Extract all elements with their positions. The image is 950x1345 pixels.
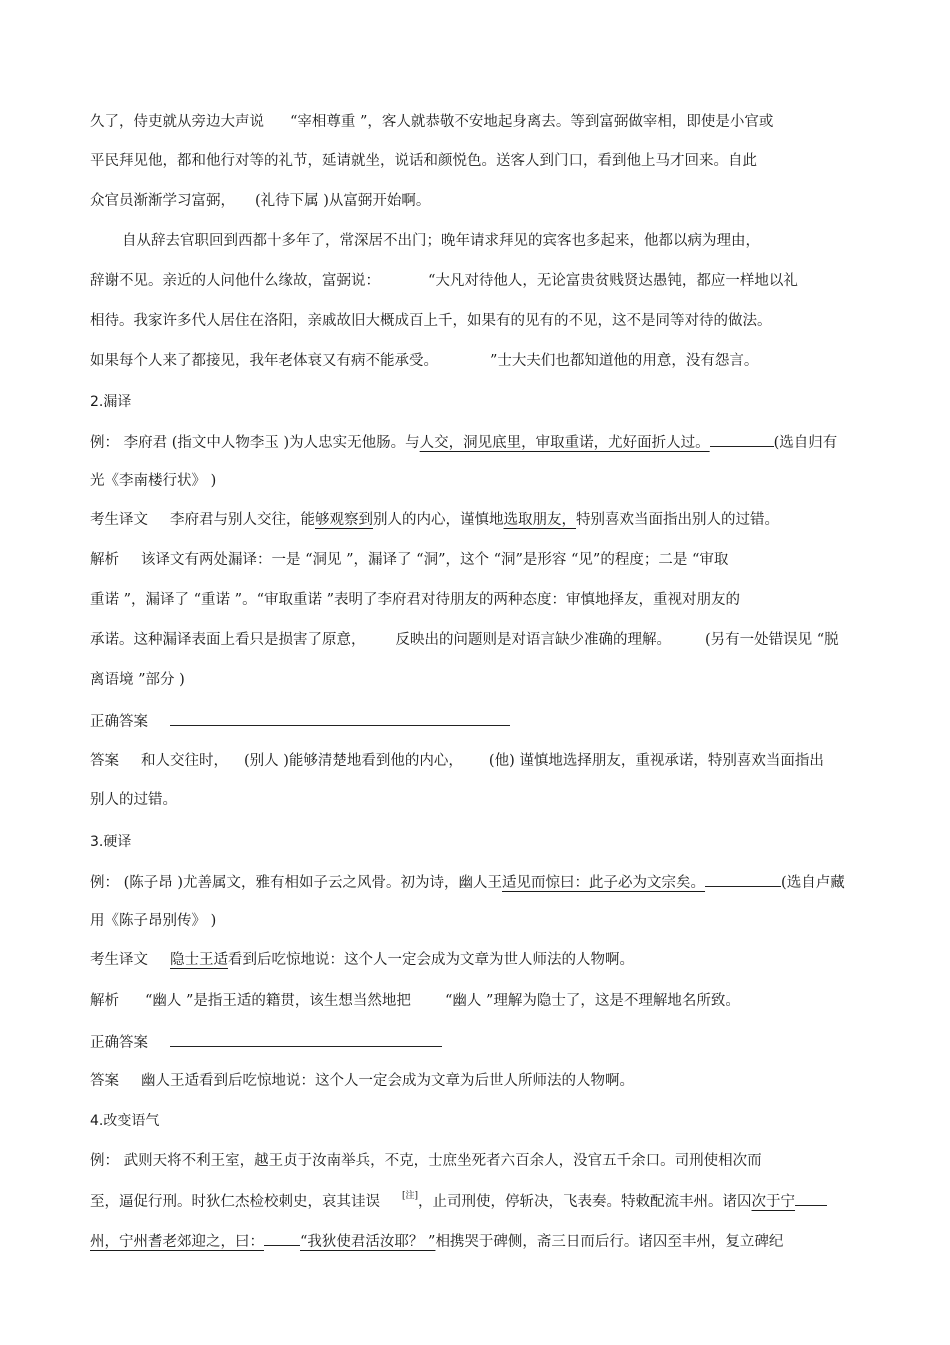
text-segment: “幽人 ”是指王适的籍贯，该生想当然地把 <box>145 993 411 1009</box>
text-segment: (选自归有 <box>773 435 838 451</box>
underline-blank <box>795 1190 827 1206</box>
label: 答案 <box>90 753 119 769</box>
text-segment: 相待。我家许多代人居住在洛阳，亲戚故旧大概成百上千，如果有的见有的不见，这不是同等对待的做法。 <box>90 313 772 329</box>
text-segment: 相携哭于碑侧，斋三日而后行。诸囚至丰州，复立碑纪 <box>435 1234 784 1250</box>
label: 正确答案 <box>90 714 148 730</box>
example-line <box>90 471 216 491</box>
answer-blank[interactable] <box>170 710 510 726</box>
underlined-phrase: 适见而惊曰：此子必为文宗矣。 <box>502 875 706 891</box>
text-segment: “大凡对待他人，无论富贵贫贱贤达愚钝，都应一样地以礼 <box>428 273 798 289</box>
label: 考生译文 <box>90 952 148 968</box>
underlined-phrase: “我狄使君活汝耶？ ” <box>300 1234 436 1250</box>
section-heading: 4.改变语气 <box>90 1113 160 1129</box>
text-segment: (礼待下属 )从富弼开始啊。 <box>255 193 431 209</box>
correct-answer-line <box>90 710 510 732</box>
answer-line <box>90 790 177 810</box>
text-segment: 例： 李府君 (指文中人物李玉 )为人忠实无他肠。与 <box>90 435 420 451</box>
text-segment: 和人交往时， <box>141 753 228 769</box>
underlined-phrase: 次于宁 <box>751 1194 796 1210</box>
section-heading: 2.漏译 <box>90 394 132 410</box>
text-segment: 众官员渐渐学习富弼， <box>90 193 235 209</box>
correct-answer-line <box>90 1031 442 1053</box>
paragraph-line <box>90 311 772 331</box>
text-segment: (别人 )能够清楚地看到他的内心， <box>244 753 463 769</box>
text-segment: 重诺 ”，漏译了 “重诺 ”。“审取重诺 ”表明了李府君对待朋友的两种态度：审慎地择友，重视对朋友的 <box>90 592 740 608</box>
underline-blank <box>264 1230 300 1246</box>
underline-blank <box>710 431 774 447</box>
text-segment: 李府君与别人交往，能 <box>170 512 315 528</box>
text-segment: “宰相尊重 ”，客人就恭敬不安地起身离去。等到富弼做宰相，即使是小官或 <box>290 114 774 130</box>
text-segment: 该译文有两处漏译：一是 “洞见 ”，漏译了 “洞”，这个 “洞”是形容 “见”的程度；二是 “审取 <box>141 552 729 568</box>
text-segment: 例： (陈子昂 )尤善属文，雅有相如子云之风骨。初为诗，幽人王 <box>90 875 503 891</box>
analysis-line <box>90 991 740 1011</box>
student-translation-line <box>90 950 634 970</box>
underlined-phrase: 人交，洞见底里，审取重诺，尤好面折人过。 <box>419 435 710 451</box>
label: 解析 <box>90 993 119 1009</box>
example-line <box>90 1230 783 1252</box>
student-translation-line <box>90 510 779 530</box>
text-segment: 如果每个人来了都接见，我年老体衰又有病不能承受。 <box>90 353 438 369</box>
text-segment: 别人的内心，谨慎地 <box>373 512 504 528</box>
underline-blank <box>705 871 781 887</box>
footnote-marker[interactable]: [注] <box>402 1191 419 1201</box>
answer-line <box>90 751 824 771</box>
analysis-line <box>90 590 740 610</box>
example-line <box>90 1190 827 1214</box>
paragraph-line <box>90 351 758 371</box>
analysis-line <box>90 550 728 570</box>
example-line <box>90 1151 762 1171</box>
text-segment: (选自卢藏 <box>781 875 845 891</box>
underlined-phrase: 选取朋友， <box>503 512 576 528</box>
underlined-phrase: 州，宁州耆老郊迎之，曰： <box>90 1234 264 1250</box>
analysis-line <box>90 670 185 690</box>
example-line <box>90 431 837 453</box>
text-segment: 幽人王适看到后吃惊地说：这个人一定会成为文章为后世人所师法的人物啊。 <box>141 1073 634 1089</box>
text-segment: 看到后吃惊地说：这个人一定会成为文章为世人师法的人物啊。 <box>228 952 634 968</box>
label: 答案 <box>90 1073 119 1089</box>
underlined-phrase: 隐士王适 <box>170 952 228 968</box>
text-segment: ，止司刑使，停斩决，飞表奏。特敕配流丰州。诸囚 <box>418 1194 752 1210</box>
text-segment: 别人的过错。 <box>90 792 177 808</box>
text-segment: 离语境 ”部分 ) <box>90 672 185 688</box>
text-segment: (他) 谨慎地选择朋友，重视承诺，特别喜欢当面指出 <box>488 753 824 769</box>
paragraph-line <box>90 151 757 171</box>
label: 正确答案 <box>90 1035 148 1051</box>
label: 解析 <box>90 552 119 568</box>
text-segment: 平民拜见他，都和他行对等的礼节，延请就坐，说话和颜悦色。送客人到门口，看到他上马才回来。自此 <box>90 153 757 169</box>
text-segment: “幽人 ”理解为隐士了，这是不理解地名所致。 <box>444 993 740 1009</box>
underlined-phrase: 够观察到 <box>315 512 373 528</box>
text-segment: ”士大夫们也都知道他的用意，没有怨言。 <box>490 353 759 369</box>
text-segment: 自从辞去官职回到西都十多年了，常深居不出门；晚年请求拜见的宾客也多起来，他都以病为理由， <box>122 233 760 249</box>
analysis-line <box>90 630 839 650</box>
example-line <box>90 871 845 893</box>
answer-blank[interactable] <box>170 1031 442 1047</box>
answer-line <box>90 1071 634 1091</box>
text-segment: 光《李南楼行状》 ) <box>90 473 217 489</box>
text-segment: 用《陈子昂别传》 ) <box>90 913 217 929</box>
paragraph-line <box>90 191 430 211</box>
label: 考生译文 <box>90 512 148 528</box>
example-line <box>90 911 216 931</box>
text-segment: 特别喜欢当面指出别人的过错。 <box>576 512 779 528</box>
paragraph-line <box>90 112 773 132</box>
section-heading: 3.硬译 <box>90 834 132 850</box>
text-segment: 至，逼促行刑。时狄仁杰检校刺史，哀其诖误 <box>90 1194 380 1210</box>
text-segment: 辞谢不见。亲近的人问他什么缘故，富弼说： <box>90 273 380 289</box>
paragraph-line <box>90 271 798 291</box>
text-segment: (另有一处错误见 “脱 <box>705 632 839 648</box>
paragraph-line <box>122 231 760 251</box>
text-segment: 反映出的问题则是对语言缺少准确的理解。 <box>395 632 671 648</box>
text-segment: 例： 武则天将不利王室，越王贞于汝南举兵，不克，士庶坐死者六百余人，没官五千余口。司刑使相次而 <box>90 1153 762 1169</box>
text-segment: 久了，侍吏就从旁边大声说 <box>90 114 264 130</box>
text-segment: 承诺。这种漏译表面上看只是损害了原意， <box>90 632 366 648</box>
